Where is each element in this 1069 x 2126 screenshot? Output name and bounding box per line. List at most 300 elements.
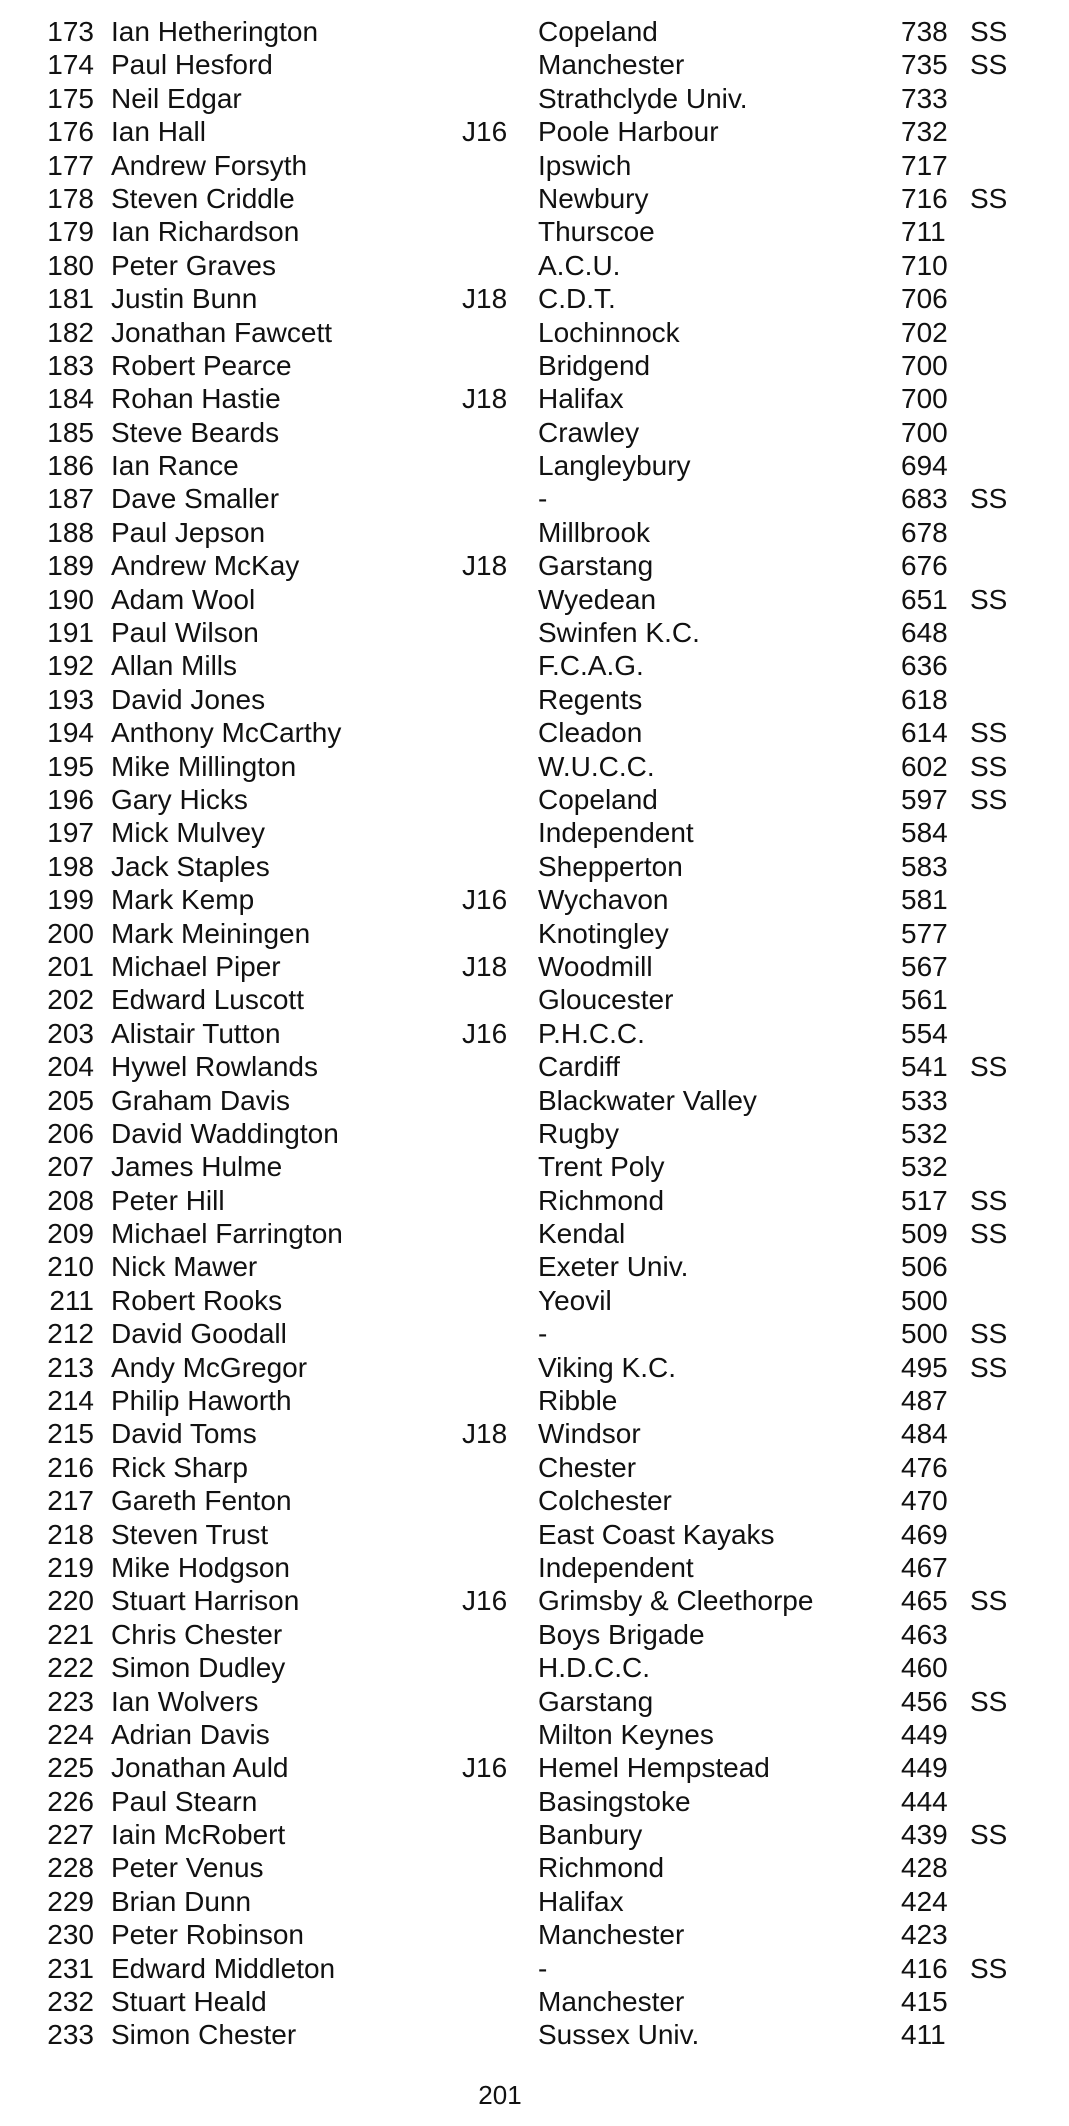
position-cell: 189 xyxy=(47,550,94,582)
result-row xyxy=(0,115,1069,148)
club-name: Manchester xyxy=(538,1986,685,2018)
result-row xyxy=(0,983,1069,1016)
score-cell: 411 xyxy=(901,2019,946,2051)
competitor-name: Hywel Rowlands xyxy=(111,1051,318,1083)
competitor-name: Brian Dunn xyxy=(111,1885,252,1917)
club-name: Woodmill xyxy=(538,950,653,982)
ss-marker: SS xyxy=(970,1184,1008,1216)
page-number: 201 xyxy=(478,2080,522,2110)
position-cell: 226 xyxy=(47,1785,94,1817)
competitor-name: David Waddington xyxy=(111,1117,339,1149)
score-cell: 476 xyxy=(901,1451,948,1483)
score-cell: 700 xyxy=(901,416,948,448)
ss-marker: SS xyxy=(970,750,1008,782)
score-cell: 583 xyxy=(901,850,948,882)
club-name: Colchester xyxy=(538,1485,672,1517)
competitor-name: Anthony McCarthy xyxy=(111,717,342,749)
competitor-name: Jack Staples xyxy=(111,850,270,882)
category-cell: J18 xyxy=(462,383,508,415)
competitor-name: Paul Stearn xyxy=(111,1785,258,1817)
competitor-name: Andrew McKay xyxy=(111,550,300,582)
score-cell: 554 xyxy=(901,1017,948,1049)
club-name: Crawley xyxy=(538,416,640,448)
score-cell: 648 xyxy=(901,617,948,649)
score-cell: 738 xyxy=(901,16,948,47)
ss-marker: SS xyxy=(970,583,1008,615)
score-cell: 614 xyxy=(901,717,948,749)
competitor-name: Iain McRobert xyxy=(111,1819,286,1851)
result-row xyxy=(0,1651,1069,1684)
category-cell: J18 xyxy=(462,1418,508,1450)
score-cell: 424 xyxy=(901,1885,948,1917)
result-row xyxy=(0,1184,1069,1217)
club-name: Chester xyxy=(538,1451,637,1483)
club-name: Richmond xyxy=(538,1184,665,1216)
score-cell: 567 xyxy=(901,950,948,982)
result-row xyxy=(0,1785,1069,1818)
result-row xyxy=(0,15,1069,48)
competitor-name: Ian Richardson xyxy=(111,216,300,248)
position-cell: 193 xyxy=(47,683,94,715)
club-name: Thurscoe xyxy=(538,216,655,248)
result-row xyxy=(0,1351,1069,1384)
competitor-name: Jonathan Auld xyxy=(111,1752,289,1784)
score-cell: 676 xyxy=(901,550,948,582)
competitor-name: Neil Edgar xyxy=(111,82,242,114)
result-row xyxy=(0,1685,1069,1718)
ss-marker: SS xyxy=(970,1685,1008,1717)
score-cell: 602 xyxy=(901,750,948,782)
position-cell: 222 xyxy=(47,1652,94,1684)
position-cell: 208 xyxy=(47,1184,94,1216)
club-name: Independent xyxy=(538,817,694,849)
club-name: Poole Harbour xyxy=(538,116,719,148)
club-name: Richmond xyxy=(538,1852,665,1884)
competitor-name: Steve Beards xyxy=(111,416,280,448)
club-name: Manchester xyxy=(538,1919,685,1951)
position-cell: 232 xyxy=(47,1986,94,2018)
position-cell: 213 xyxy=(47,1351,94,1383)
ss-marker: SS xyxy=(970,1585,1008,1617)
score-cell: 500 xyxy=(901,1284,948,1316)
score-cell: 517 xyxy=(901,1184,948,1216)
competitor-name: Andy McGregor xyxy=(111,1351,308,1383)
position-cell: 182 xyxy=(47,316,94,348)
result-row xyxy=(0,1751,1069,1784)
competitor-name: Ian Rance xyxy=(111,450,239,482)
category-cell: J16 xyxy=(462,116,508,148)
competitor-name: Mike Hodgson xyxy=(111,1551,290,1583)
competitor-name: Gareth Fenton xyxy=(111,1485,292,1517)
score-cell: 469 xyxy=(901,1518,948,1550)
result-row xyxy=(0,1451,1069,1484)
result-row xyxy=(0,917,1069,950)
score-cell: 444 xyxy=(901,1785,948,1817)
competitor-name: Michael Piper xyxy=(111,950,281,982)
club-name: Trent Poly xyxy=(538,1151,665,1183)
result-row xyxy=(0,1050,1069,1083)
results-list xyxy=(0,15,1069,2052)
result-row xyxy=(0,82,1069,115)
club-name: Knotingley xyxy=(538,917,669,949)
position-cell: 174 xyxy=(47,49,94,81)
competitor-name: Rick Sharp xyxy=(111,1451,248,1483)
club-name: Manchester xyxy=(538,49,685,81)
club-name: Copeland xyxy=(538,783,658,815)
category-cell: J18 xyxy=(462,283,508,315)
competitor-name: Peter Venus xyxy=(111,1852,264,1884)
club-name: Viking K.C. xyxy=(538,1351,676,1383)
club-name: Basingstoke xyxy=(538,1785,691,1817)
position-cell: 221 xyxy=(47,1618,94,1650)
result-row xyxy=(0,1084,1069,1117)
club-name: Strathclyde Univ. xyxy=(538,82,748,114)
result-row xyxy=(0,649,1069,682)
score-cell: 561 xyxy=(901,984,948,1016)
club-name: Langleybury xyxy=(538,450,691,482)
position-cell: 188 xyxy=(47,516,94,548)
club-name: Halifax xyxy=(538,1885,624,1917)
score-cell: 706 xyxy=(901,283,948,315)
position-cell: 184 xyxy=(47,383,94,415)
result-row xyxy=(0,1017,1069,1050)
position-cell: 229 xyxy=(47,1885,94,1917)
position-cell: 192 xyxy=(47,650,94,682)
competitor-name: Adam Wool xyxy=(111,583,256,615)
score-cell: 506 xyxy=(901,1251,948,1283)
position-cell: 219 xyxy=(47,1551,94,1583)
category-cell: J18 xyxy=(462,950,508,982)
position-cell: 180 xyxy=(47,249,94,281)
club-name: Ipswich xyxy=(538,149,632,181)
result-row xyxy=(0,1584,1069,1617)
competitor-name: Justin Bunn xyxy=(111,283,258,315)
position-cell: 220 xyxy=(47,1585,94,1617)
club-name: Grimsby & Cleethorpe xyxy=(538,1585,814,1617)
club-name: Copeland xyxy=(538,16,658,47)
club-name: Garstang xyxy=(538,550,654,582)
score-cell: 618 xyxy=(901,683,948,715)
competitor-name: Graham Davis xyxy=(111,1084,290,1116)
score-cell: 541 xyxy=(901,1051,948,1083)
competitor-name: Paul Wilson xyxy=(111,617,259,649)
result-row xyxy=(0,583,1069,616)
result-row xyxy=(0,1284,1069,1317)
position-cell: 224 xyxy=(47,1718,94,1750)
result-row xyxy=(0,549,1069,582)
club-name: Swinfen K.C. xyxy=(538,617,700,649)
club-name: Newbury xyxy=(538,182,649,214)
competitor-name: Paul Hesford xyxy=(111,49,273,81)
club-name: - xyxy=(538,1952,548,1984)
club-name: F.C.A.G. xyxy=(538,650,644,682)
score-cell: 683 xyxy=(901,483,948,515)
club-name: Exeter Univ. xyxy=(538,1251,689,1283)
result-row xyxy=(0,382,1069,415)
position-cell: 207 xyxy=(47,1151,94,1183)
competitor-name: Robert Pearce xyxy=(111,349,292,381)
club-name: Gloucester xyxy=(538,984,674,1016)
competitor-name: Peter Robinson xyxy=(111,1919,305,1951)
competitor-name: David Goodall xyxy=(111,1318,287,1350)
result-row xyxy=(0,48,1069,81)
club-name: Yeovil xyxy=(538,1284,612,1316)
competitor-name: Edward Middleton xyxy=(111,1952,336,1984)
result-row xyxy=(0,850,1069,883)
position-cell: 216 xyxy=(47,1451,94,1483)
result-row xyxy=(0,883,1069,916)
competitor-name: Edward Luscott xyxy=(111,984,304,1016)
club-name: H.D.C.C. xyxy=(538,1652,650,1684)
score-cell: 439 xyxy=(901,1819,948,1851)
club-name: C.D.T. xyxy=(538,283,616,315)
club-name: Garstang xyxy=(538,1685,654,1717)
club-name: Independent xyxy=(538,1551,694,1583)
score-cell: 735 xyxy=(901,49,948,81)
club-name: A.C.U. xyxy=(538,249,621,281)
score-cell: 484 xyxy=(901,1418,948,1450)
club-name: Kendal xyxy=(538,1218,626,1250)
club-name: Millbrook xyxy=(538,516,651,548)
score-cell: 732 xyxy=(901,116,948,148)
competitor-name: Simon Dudley xyxy=(111,1652,286,1684)
result-row xyxy=(0,482,1069,515)
position-cell: 203 xyxy=(47,1017,94,1049)
club-name: W.U.C.C. xyxy=(538,750,655,782)
club-name: Wychavon xyxy=(538,884,669,916)
club-name: Shepperton xyxy=(538,850,683,882)
position-cell: 218 xyxy=(47,1518,94,1550)
competitor-name: Ian Hall xyxy=(111,116,206,148)
result-row xyxy=(0,683,1069,716)
result-row xyxy=(0,1150,1069,1183)
competitor-name: James Hulme xyxy=(111,1151,283,1183)
competitor-name: Robert Rooks xyxy=(111,1284,283,1316)
score-cell: 509 xyxy=(901,1218,948,1250)
result-row xyxy=(0,1384,1069,1417)
score-cell: 487 xyxy=(901,1385,948,1417)
result-row xyxy=(0,1985,1069,2018)
ss-marker: SS xyxy=(970,182,1008,214)
result-row xyxy=(0,249,1069,282)
position-cell: 183 xyxy=(47,349,94,381)
score-cell: 533 xyxy=(901,1084,948,1116)
position-cell: 185 xyxy=(47,416,94,448)
result-row xyxy=(0,1818,1069,1851)
result-row xyxy=(0,416,1069,449)
position-cell: 195 xyxy=(47,750,94,782)
competitor-name: Ian Wolvers xyxy=(111,1685,259,1717)
club-name: Milton Keynes xyxy=(538,1718,714,1750)
position-cell: 210 xyxy=(47,1251,94,1283)
score-cell: 581 xyxy=(901,884,948,916)
score-cell: 711 xyxy=(901,216,946,248)
club-name: Lochinnock xyxy=(538,316,680,348)
competitor-name: Stuart Heald xyxy=(111,1986,267,2018)
position-cell: 214 xyxy=(47,1385,94,1417)
club-name: Cardiff xyxy=(538,1051,620,1083)
competitor-name: Steven Trust xyxy=(111,1518,269,1550)
position-cell: 202 xyxy=(47,984,94,1016)
score-cell: 584 xyxy=(901,817,948,849)
position-cell: 228 xyxy=(47,1852,94,1884)
position-cell: 197 xyxy=(47,817,94,849)
competitor-name: Nick Mawer xyxy=(111,1251,258,1283)
club-name: Bridgend xyxy=(538,349,651,381)
club-name: Wyedean xyxy=(538,583,657,615)
position-cell: 230 xyxy=(47,1919,94,1951)
position-cell: 223 xyxy=(47,1685,94,1717)
position-cell: 177 xyxy=(47,149,94,181)
position-cell: 225 xyxy=(47,1752,94,1784)
club-name: Cleadon xyxy=(538,717,643,749)
score-cell: 428 xyxy=(901,1852,948,1884)
position-cell: 175 xyxy=(47,82,94,114)
result-row xyxy=(0,215,1069,248)
result-row xyxy=(0,716,1069,749)
ss-marker: SS xyxy=(970,1218,1008,1250)
score-cell: 733 xyxy=(901,82,948,114)
club-name: Hemel Hempstead xyxy=(538,1752,770,1784)
club-name: - xyxy=(538,1318,548,1350)
club-name: P.H.C.C. xyxy=(538,1017,645,1049)
ss-marker: SS xyxy=(970,783,1008,815)
competitor-name: Peter Hill xyxy=(111,1184,225,1216)
club-name: Ribble xyxy=(538,1385,618,1417)
result-row xyxy=(0,282,1069,315)
club-name: East Coast Kayaks xyxy=(538,1518,775,1550)
position-cell: 186 xyxy=(47,450,94,482)
competitor-name: Gary Hicks xyxy=(111,783,248,815)
competitor-name: Dave Smaller xyxy=(111,483,280,515)
position-cell: 227 xyxy=(47,1819,94,1851)
category-cell: J16 xyxy=(462,1752,508,1784)
score-cell: 415 xyxy=(901,1986,948,2018)
result-row xyxy=(0,783,1069,816)
competitor-name: Mark Kemp xyxy=(111,884,255,916)
result-row xyxy=(0,950,1069,983)
competitor-name: Andrew Forsyth xyxy=(111,149,308,181)
result-row xyxy=(0,1618,1069,1651)
competitor-name: David Jones xyxy=(111,683,266,715)
category-cell: J16 xyxy=(462,884,508,916)
score-cell: 636 xyxy=(901,650,948,682)
position-cell: 201 xyxy=(47,950,94,982)
result-row xyxy=(0,516,1069,549)
club-name: Rugby xyxy=(538,1117,619,1149)
score-cell: 416 xyxy=(901,1952,948,1984)
ss-marker: SS xyxy=(970,717,1008,749)
competitor-name: Ian Hetherington xyxy=(111,16,319,47)
club-name: - xyxy=(538,483,548,515)
competitor-name: Adrian Davis xyxy=(111,1718,270,1750)
position-cell: 179 xyxy=(47,216,94,248)
position-cell: 176 xyxy=(47,116,94,148)
position-cell: 209 xyxy=(47,1218,94,1250)
category-cell: J16 xyxy=(462,1017,508,1049)
competitor-name: Rohan Hastie xyxy=(111,383,281,415)
score-cell: 467 xyxy=(901,1551,948,1583)
score-cell: 702 xyxy=(901,316,948,348)
result-row xyxy=(0,1718,1069,1751)
result-row xyxy=(0,2018,1069,2051)
competitor-name: Stuart Harrison xyxy=(111,1585,300,1617)
score-cell: 532 xyxy=(901,1151,948,1183)
score-cell: 456 xyxy=(901,1685,948,1717)
result-row xyxy=(0,149,1069,182)
score-cell: 470 xyxy=(901,1485,948,1517)
score-cell: 423 xyxy=(901,1919,948,1951)
score-cell: 532 xyxy=(901,1117,948,1149)
result-row xyxy=(0,349,1069,382)
score-cell: 710 xyxy=(901,249,948,281)
result-row xyxy=(0,1885,1069,1918)
position-cell: 233 xyxy=(47,2019,94,2051)
club-name: Sussex Univ. xyxy=(538,2019,700,2051)
result-row xyxy=(0,182,1069,215)
position-cell: 231 xyxy=(47,1952,94,1984)
result-row xyxy=(0,1952,1069,1985)
competitor-name: Simon Chester xyxy=(111,2019,297,2051)
competitor-name: Jonathan Fawcett xyxy=(111,316,333,348)
club-name: Blackwater Valley xyxy=(538,1084,757,1116)
score-cell: 449 xyxy=(901,1752,948,1784)
result-row xyxy=(0,1518,1069,1551)
position-cell: 178 xyxy=(47,182,94,214)
ss-marker: SS xyxy=(970,1351,1008,1383)
competitor-name: Allan Mills xyxy=(111,650,238,682)
position-cell: 198 xyxy=(47,850,94,882)
score-cell: 700 xyxy=(901,349,948,381)
score-cell: 716 xyxy=(901,182,948,214)
ss-marker: SS xyxy=(970,1318,1008,1350)
position-cell: 181 xyxy=(47,283,94,315)
ss-marker: SS xyxy=(970,1819,1008,1851)
position-cell: 199 xyxy=(47,884,94,916)
score-cell: 597 xyxy=(901,783,948,815)
club-name: Banbury xyxy=(538,1819,643,1851)
position-cell: 194 xyxy=(47,717,94,749)
ss-marker: SS xyxy=(970,1952,1008,1984)
competitor-name: Chris Chester xyxy=(111,1618,283,1650)
position-cell: 206 xyxy=(47,1117,94,1149)
competitor-name: Peter Graves xyxy=(111,249,276,281)
score-cell: 449 xyxy=(901,1718,948,1750)
result-row xyxy=(0,816,1069,849)
position-cell: 187 xyxy=(47,483,94,515)
competitor-name: Mick Mulvey xyxy=(111,817,266,849)
result-row xyxy=(0,449,1069,482)
category-cell: J16 xyxy=(462,1585,508,1617)
result-row xyxy=(0,1918,1069,1951)
score-cell: 717 xyxy=(901,149,948,181)
score-cell: 463 xyxy=(901,1618,948,1650)
result-row xyxy=(0,1851,1069,1884)
competitor-name: Alistair Tutton xyxy=(111,1017,281,1049)
position-cell: 212 xyxy=(47,1318,94,1350)
position-cell: 191 xyxy=(47,617,94,649)
ss-marker: SS xyxy=(970,16,1008,47)
competitor-name: David Toms xyxy=(111,1418,257,1450)
position-cell: 217 xyxy=(47,1485,94,1517)
score-cell: 460 xyxy=(901,1652,948,1684)
position-cell: 204 xyxy=(47,1051,94,1083)
score-cell: 694 xyxy=(901,450,948,482)
position-cell: 190 xyxy=(47,583,94,615)
score-cell: 700 xyxy=(901,383,948,415)
position-cell: 173 xyxy=(47,16,94,47)
ss-marker: SS xyxy=(970,49,1008,81)
